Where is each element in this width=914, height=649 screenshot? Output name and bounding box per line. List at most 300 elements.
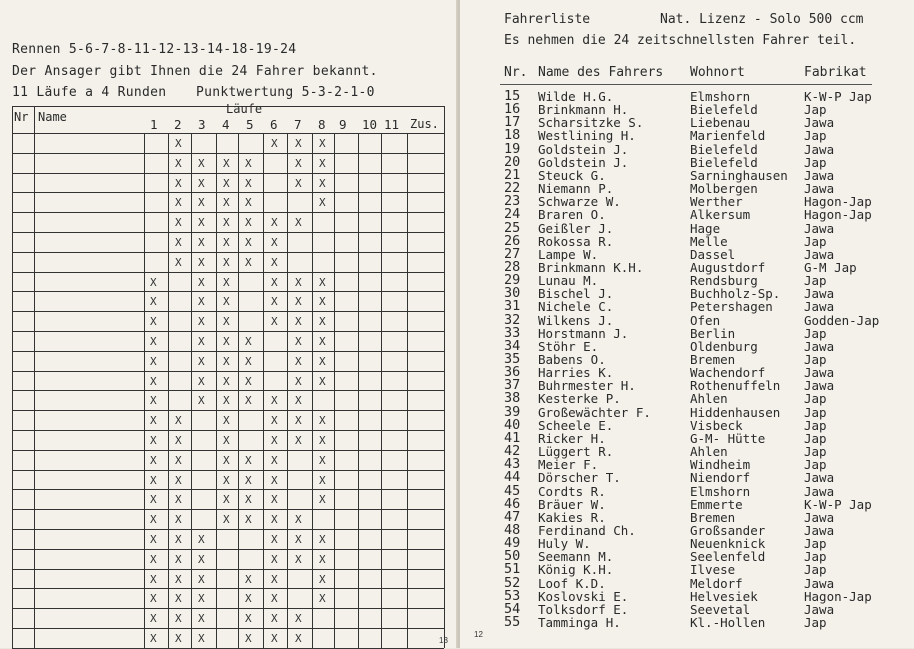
rider-town: Hage	[690, 220, 721, 236]
rider-row	[460, 103, 914, 116]
rider-make: Jap	[804, 457, 827, 473]
heat-number-4: 4	[222, 117, 230, 132]
heat-mark: X	[150, 632, 157, 645]
heat-number-2: 2	[174, 117, 182, 132]
rider-name: Rokossa R.	[538, 233, 614, 249]
rider-row	[460, 550, 914, 563]
rider-number: 39	[504, 403, 521, 420]
rider-town: Ahlen	[690, 391, 728, 407]
heat-mark: X	[198, 295, 205, 309]
page-number-left: 13	[439, 636, 448, 645]
rider-row	[460, 153, 914, 170]
grid-column-line	[334, 133, 335, 648]
rider-number: 45	[504, 482, 521, 499]
grid-row-line	[12, 351, 444, 352]
rider-make: Jap	[804, 430, 827, 446]
rider-make: Jawa	[804, 365, 835, 381]
heat-mark: X	[295, 275, 302, 289]
rider-row	[460, 366, 914, 379]
rider-town: Augustdorf	[690, 259, 766, 275]
heat-mark: X	[271, 434, 278, 447]
heat-mark: X	[150, 552, 157, 566]
heat-mark: X	[223, 473, 230, 487]
heat-mark: X	[245, 394, 252, 408]
heat-number-10: 10	[362, 117, 378, 132]
rider-make: Jap	[804, 325, 827, 341]
rider-town: Seelenfeld	[690, 549, 766, 565]
heat-mark: X	[175, 572, 182, 586]
rider-number: 31	[504, 298, 521, 315]
heat-mark: X	[271, 275, 278, 289]
heat-mark: X	[319, 295, 326, 309]
rider-row	[460, 563, 914, 576]
rider-town: Liebenau	[690, 115, 751, 131]
heat-mark: X	[198, 236, 205, 249]
heat-mark: X	[198, 374, 205, 388]
rider-number: 26	[504, 232, 521, 249]
heat-mark: X	[319, 176, 326, 190]
rider-row	[460, 508, 914, 525]
rider-town: Helvesiek	[690, 588, 758, 604]
grid-column-line	[191, 133, 192, 648]
heat-mark: X	[319, 552, 326, 566]
rider-name: Meier F.	[538, 457, 599, 473]
heat-mark: X	[175, 236, 182, 249]
heat-mark: X	[175, 176, 182, 190]
rider-name: Brinkmann K.H.	[538, 259, 644, 275]
grid-column-line	[407, 133, 408, 648]
rider-row	[460, 574, 914, 591]
heat-mark: X	[319, 275, 326, 289]
grid-row-line	[12, 331, 444, 332]
rider-number: 55	[504, 614, 521, 630]
rider-row	[460, 232, 914, 249]
rider-name: Buhrmester H.	[538, 378, 636, 394]
heat-mark: X	[245, 335, 252, 348]
rider-make: Jawa	[804, 181, 835, 197]
rider-make: Jawa	[804, 299, 835, 315]
rider-number: 21	[504, 166, 521, 183]
heat-mark: X	[245, 513, 252, 527]
heat-mark: X	[271, 513, 278, 527]
grid-column-line	[216, 133, 217, 648]
heat-mark: X	[295, 513, 302, 527]
rider-make: Jawa	[804, 338, 835, 354]
heat-mark: X	[175, 255, 182, 269]
grid-column-line	[263, 133, 264, 648]
rider-make: Jawa	[804, 141, 835, 157]
rider-town: Elmshorn	[690, 483, 751, 499]
rider-number: 22	[504, 180, 521, 197]
rider-number: 47	[504, 508, 521, 525]
rider-town: Melle	[690, 233, 728, 249]
heat-mark: X	[245, 592, 252, 606]
grid-column-line	[12, 106, 13, 648]
rider-row	[460, 258, 914, 275]
heat-mark: X	[295, 335, 302, 348]
rider-name: Braren O.	[538, 207, 606, 223]
heat-mark: X	[319, 156, 326, 170]
rider-make: Jawa	[804, 167, 835, 183]
rider-row	[460, 311, 914, 328]
grid-row-line	[12, 153, 444, 154]
rider-town: Berlin	[690, 325, 736, 341]
heat-mark: X	[319, 354, 326, 368]
grid-column-line	[381, 133, 382, 648]
grid-row-line	[12, 588, 444, 589]
rider-town: Bielefeld	[690, 141, 758, 157]
licence-class: Nat. Lizenz - Solo 500 ccm	[660, 12, 864, 27]
heat-mark: X	[295, 137, 302, 150]
heat-number-7: 7	[294, 117, 302, 132]
rider-number: 46	[504, 495, 521, 512]
heat-mark: X	[150, 374, 157, 388]
rider-make: Hagon-Jap	[804, 588, 872, 604]
heat-mark: X	[223, 295, 230, 309]
rider-make: Jap	[804, 233, 827, 249]
heat-mark: X	[223, 196, 230, 210]
rider-make: K-W-P Jap	[804, 89, 872, 104]
heat-number-6: 6	[270, 117, 278, 132]
rider-make: Godden-Jap	[804, 312, 880, 328]
rider-town: Neuenknick	[690, 536, 766, 552]
rider-row	[460, 287, 914, 300]
heat-mark: X	[295, 216, 302, 230]
grid-row-line	[12, 410, 444, 411]
rider-make: Jap	[804, 352, 827, 367]
heat-mark: X	[245, 612, 252, 626]
col-header-town: Wohnort	[690, 65, 745, 80]
right-page-rider-list	[460, 0, 914, 648]
rider-number: 42	[504, 443, 521, 460]
heat-mark: X	[319, 315, 326, 329]
heat-mark: X	[245, 374, 252, 388]
heat-mark: X	[245, 453, 252, 467]
rider-make: Jawa	[804, 601, 835, 617]
rider-town: Buchholz-Sp.	[690, 286, 781, 302]
rider-make: Jap	[804, 273, 827, 289]
heat-mark: X	[223, 434, 230, 447]
rider-name: König K.H.	[538, 562, 614, 578]
grid-row-line	[12, 608, 444, 609]
heat-number-3: 3	[198, 117, 206, 132]
grid-row-line	[12, 549, 444, 550]
rider-name: Schwarze W.	[538, 194, 621, 210]
rider-row	[460, 129, 914, 142]
rider-town: Wachendorf	[690, 365, 766, 381]
rider-town: Werther	[690, 194, 743, 210]
rider-row	[460, 195, 914, 208]
heat-mark: X	[175, 612, 182, 626]
rider-number: 25	[504, 219, 521, 236]
heat-mark: X	[198, 572, 205, 586]
rider-number: 54	[504, 600, 521, 617]
rider-town: Ahlen	[690, 444, 728, 460]
heat-mark: X	[319, 533, 326, 546]
heat-mark: X	[150, 394, 157, 408]
heat-mark: X	[223, 176, 230, 190]
rider-make: Jawa	[804, 575, 835, 591]
heat-mark: X	[175, 434, 182, 447]
heat-mark: X	[271, 612, 278, 626]
grid-row-line	[12, 390, 444, 391]
rider-number: 18	[504, 127, 521, 144]
rider-town: Dassel	[690, 246, 736, 262]
col-header-name: Name des Fahrers	[538, 65, 664, 80]
heat-mark: X	[271, 295, 278, 309]
rider-row	[460, 429, 914, 446]
rider-row	[460, 537, 914, 550]
grid-row-line	[12, 272, 444, 273]
grid-row-line	[12, 450, 444, 451]
grid-row-line	[12, 489, 444, 490]
rider-make: Hagon-Jap	[804, 207, 872, 223]
rider-make: Jawa	[804, 483, 835, 499]
rider-town: Bremen	[690, 509, 736, 525]
heat-mark: X	[150, 335, 157, 348]
grid-row-line	[12, 212, 444, 213]
heat-mark: X	[150, 434, 157, 447]
heat-mark: X	[223, 453, 230, 467]
heat-mark: X	[150, 453, 157, 467]
rider-name: Lampe W.	[538, 246, 599, 262]
heat-mark: X	[295, 354, 302, 368]
rider-number: 34	[504, 337, 521, 354]
rider-name: Bischel J.	[538, 286, 614, 302]
heat-mark: X	[245, 176, 252, 190]
heat-number-8: 8	[318, 117, 326, 132]
heat-mark: X	[198, 315, 205, 329]
heat-mark: X	[150, 513, 157, 527]
heat-mark: X	[319, 453, 326, 467]
heat-mark: X	[175, 453, 182, 467]
rider-town: Rendsburg	[690, 273, 758, 289]
rider-number: 28	[504, 258, 521, 275]
heat-mark: X	[271, 493, 278, 507]
grid-row-line	[12, 371, 444, 372]
heat-mark: X	[223, 236, 230, 249]
rider-row	[460, 600, 914, 617]
rider-row	[460, 458, 914, 471]
rider-make: Jap	[804, 444, 827, 460]
rider-name: Scharsitzke S.	[538, 115, 644, 131]
rider-name: Huly W.	[538, 536, 591, 552]
grid-row-line	[12, 569, 444, 570]
rider-name: Scheele E.	[538, 417, 614, 433]
rider-town: Niendorf	[690, 470, 751, 486]
heat-mark: X	[198, 255, 205, 269]
rider-number: 40	[504, 416, 521, 433]
grid-column-line	[144, 133, 145, 648]
grid-column-line	[238, 133, 239, 648]
heat-mark: X	[245, 632, 252, 645]
rider-row	[460, 416, 914, 433]
rider-name: Großewächter F.	[538, 404, 651, 420]
rider-row	[460, 353, 914, 366]
heat-mark: X	[198, 354, 205, 368]
heat-mark: X	[271, 552, 278, 566]
rider-row	[460, 521, 914, 538]
heat-mark: X	[245, 156, 252, 170]
rider-town: Großsander	[690, 522, 766, 538]
rider-name: Harries K.	[538, 365, 614, 381]
rider-make: Jap	[804, 549, 827, 565]
race-numbers-line: Rennen 5-6-7-8-11-12-13-14-18-19-24	[12, 42, 297, 57]
rider-name: Steuck G.	[538, 167, 606, 183]
heat-mark: X	[245, 473, 252, 487]
rider-town: G-M- Hütte	[690, 430, 766, 446]
rider-town: Ofen	[690, 312, 721, 328]
rider-make: Jawa	[804, 220, 835, 236]
rider-name: Cordts R.	[538, 483, 606, 499]
heat-mark: X	[175, 493, 182, 507]
rider-name: Lüggert R.	[538, 444, 614, 460]
heat-mark: X	[175, 156, 182, 170]
rider-number: 35	[504, 351, 521, 367]
rider-row	[460, 324, 914, 341]
rider-make: Jap	[804, 128, 827, 144]
col-header-make: Fabrikat	[804, 65, 867, 80]
rider-row	[460, 482, 914, 499]
heat-number-1: 1	[150, 117, 158, 132]
rider-town: Petershagen	[690, 299, 773, 315]
heat-mark: X	[295, 176, 302, 190]
heat-mark: X	[319, 493, 326, 507]
rider-make: Jap	[804, 154, 827, 170]
grid-row-line	[12, 529, 444, 530]
heat-mark: X	[223, 493, 230, 507]
rider-name: Koslovski E.	[538, 588, 629, 604]
heat-mark: X	[175, 196, 182, 210]
scoring-line: Punktwertung 5-3-2-1-0	[196, 85, 375, 100]
rider-number: 37	[504, 377, 521, 394]
rider-make: Jap	[804, 417, 827, 433]
heat-mark: X	[150, 414, 157, 428]
heat-mark: X	[150, 493, 157, 507]
rider-make: Jawa	[804, 246, 835, 262]
heat-mark: X	[198, 176, 205, 190]
heat-mark: X	[198, 394, 205, 408]
rider-row	[460, 337, 914, 354]
heat-mark: X	[223, 335, 230, 348]
rider-row	[460, 274, 914, 287]
rider-name: Seemann M.	[538, 549, 614, 565]
heat-mark: X	[175, 414, 182, 428]
grid-row-line	[12, 133, 444, 134]
grid-row-line	[12, 291, 444, 292]
heat-mark: X	[198, 216, 205, 230]
rider-row	[460, 208, 914, 221]
heat-mark: X	[150, 533, 157, 546]
rider-number: 29	[504, 272, 521, 289]
rider-make: Jap	[804, 102, 827, 118]
rider-town: Ilvese	[690, 562, 736, 578]
rider-town: Rothenuffeln	[690, 378, 781, 394]
rider-name: Geißler J.	[538, 220, 614, 236]
rider-row	[460, 219, 914, 236]
rider-number: 16	[504, 101, 521, 118]
header-rule	[500, 84, 872, 85]
heat-mark: X	[150, 473, 157, 487]
heat-mark: X	[198, 196, 205, 210]
heat-mark: X	[319, 137, 326, 150]
rider-town: Bielefeld	[690, 154, 758, 170]
rider-name: Bräuer W.	[538, 496, 606, 512]
heat-mark: X	[223, 513, 230, 527]
rider-number: 33	[504, 324, 521, 341]
heat-mark: X	[295, 612, 302, 626]
rider-number: 50	[504, 548, 521, 565]
heat-mark: X	[150, 612, 157, 626]
rider-name: Ferdinand Ch.	[538, 522, 636, 538]
heat-mark: X	[245, 236, 252, 249]
rider-number: 36	[504, 364, 521, 381]
header-zus: Zus.	[410, 117, 439, 131]
rider-name: Stöhr E.	[538, 338, 599, 354]
heat-mark: X	[271, 315, 278, 329]
rider-number: 43	[504, 456, 521, 473]
rider-town: Windheim	[690, 457, 751, 473]
rider-make: Jawa	[804, 509, 835, 525]
heat-mark: X	[175, 473, 182, 487]
heat-mark: X	[295, 434, 302, 447]
announcer-line: Der Ansager gibt Ihnen die 24 Fahrer bekannt.	[12, 64, 378, 79]
rider-make: Jawa	[804, 286, 835, 302]
heat-mark: X	[223, 414, 230, 428]
heat-mark: X	[245, 196, 252, 210]
grid-row-line	[12, 311, 444, 312]
rider-row	[460, 392, 914, 405]
rider-name: Kakies R.	[538, 509, 606, 525]
heat-mark: X	[150, 572, 157, 586]
grid-row-line	[12, 252, 444, 253]
heat-mark: X	[245, 493, 252, 507]
rider-name: Babens O.	[538, 352, 606, 367]
rider-row	[460, 471, 914, 484]
heat-mark: X	[223, 394, 230, 408]
rider-number: 41	[504, 429, 521, 446]
rider-make: Jap	[804, 391, 827, 407]
heat-mark: X	[198, 156, 205, 170]
rider-town: Hiddenhausen	[690, 404, 781, 420]
grid-column-line	[34, 106, 35, 648]
heat-mark: X	[245, 216, 252, 230]
heat-mark: X	[245, 354, 252, 368]
rider-town: Kl.-Hollen	[690, 615, 766, 630]
rider-town: Seevetal	[690, 601, 751, 617]
heat-mark: X	[271, 216, 278, 230]
rider-town: Molbergen	[690, 181, 758, 197]
rider-row	[460, 90, 914, 103]
heat-mark: X	[295, 414, 302, 428]
rider-row	[460, 300, 914, 313]
heat-mark: X	[271, 572, 278, 586]
rider-number: 49	[504, 535, 521, 552]
rider-make: Jap	[804, 562, 827, 578]
rider-number: 53	[504, 587, 521, 604]
heat-mark: X	[198, 612, 205, 626]
rider-make: Jawa	[804, 522, 835, 538]
heat-mark: X	[198, 632, 205, 645]
heat-mark: X	[175, 137, 182, 150]
heat-mark: X	[175, 216, 182, 230]
heat-mark: X	[150, 295, 157, 309]
rider-number: 15	[504, 88, 521, 104]
heat-mark: X	[223, 216, 230, 230]
heat-mark: X	[295, 374, 302, 388]
rider-town: Sarninghausen	[690, 167, 788, 183]
rider-town: Bremen	[690, 352, 736, 367]
